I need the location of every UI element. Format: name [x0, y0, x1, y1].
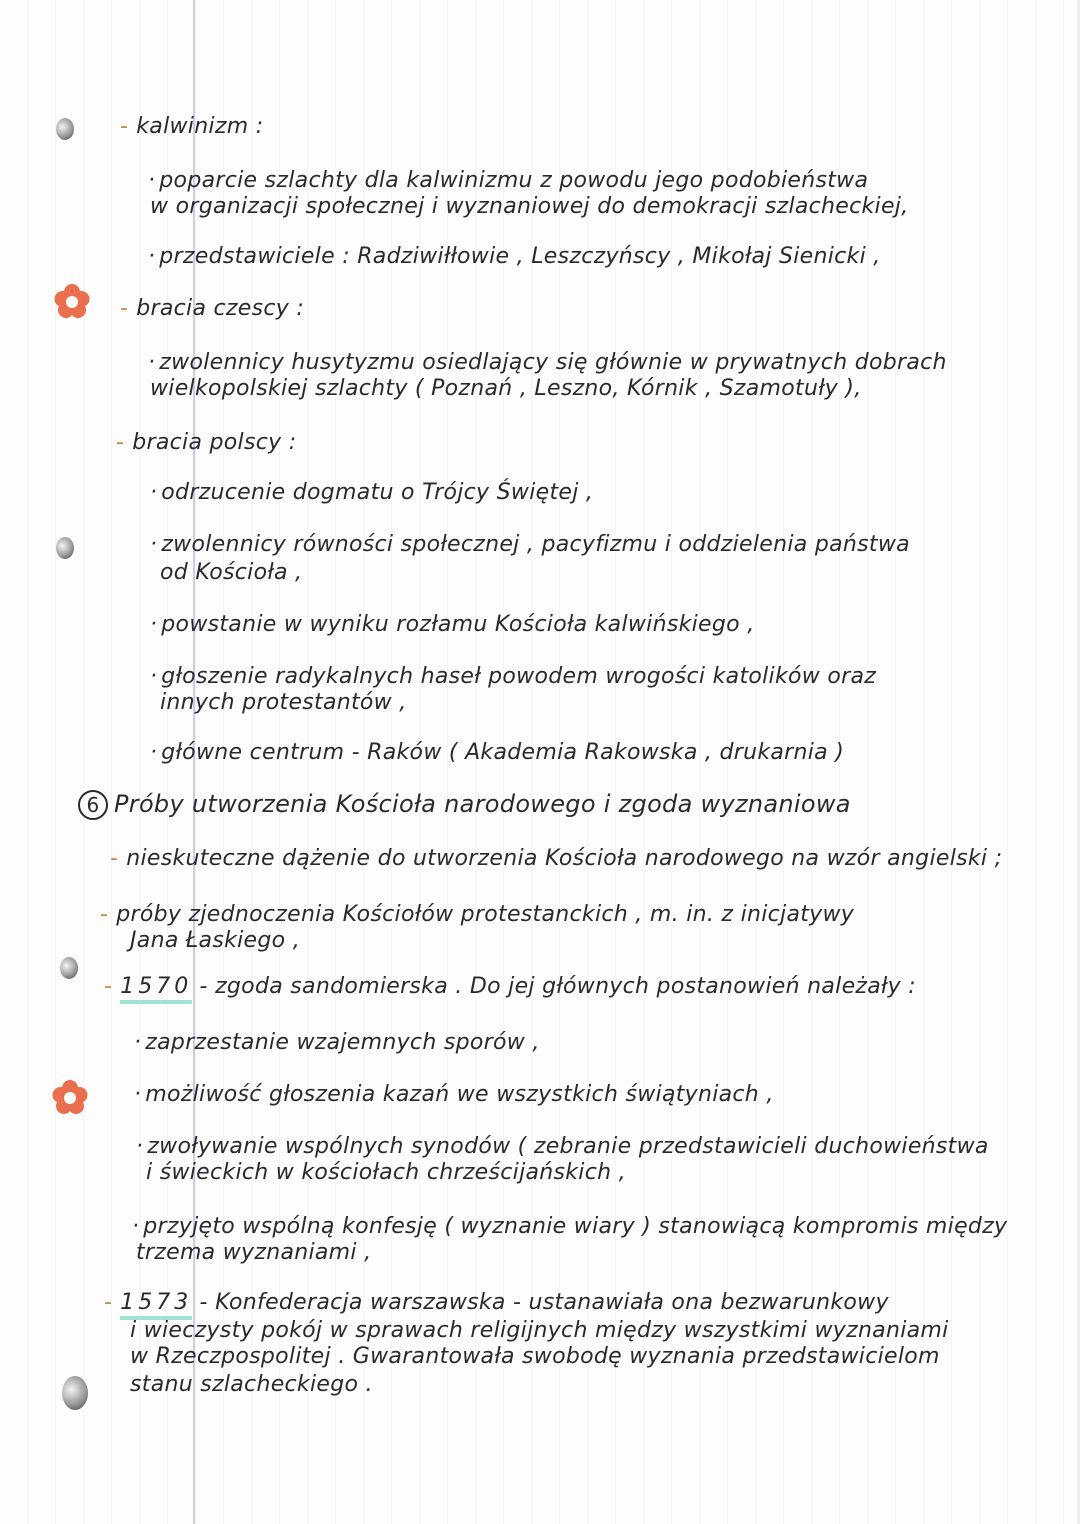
dash-item	[100, 902, 854, 928]
bullet-continuation: od Kościoła ,	[160, 560, 303, 585]
item-text: - zgoda sandomierska . Do jej głównych postanowień należały :	[192, 974, 916, 999]
bullet-text: głoszenie radykalnych haseł powodem wrogości katolików oraz	[161, 664, 877, 689]
bullet-dot: ·	[134, 1030, 142, 1055]
bullet-text: poparcie szlachty dla kalwinizmu z powodu jego podobieństwa	[159, 168, 869, 193]
punch-hole-icon	[56, 118, 74, 140]
bullet-line	[150, 740, 844, 766]
bullet-text: przedstawiciele : Radziwiłłowie , Leszczyńscy , Mikołaj Sienicki ,	[159, 244, 881, 269]
section-number-badge: 6	[78, 790, 108, 820]
section-heading-bracia-czescy	[120, 296, 304, 322]
flower-sticker-icon	[52, 1080, 88, 1116]
bullet-dot: ·	[148, 168, 156, 193]
punch-hole-icon	[62, 1376, 88, 1410]
dash-marker: -	[110, 846, 119, 871]
bullet-text: zwoływanie wspólnych synodów ( zebranie przedstawicieli duchowieństwa	[147, 1134, 989, 1159]
bullet-line	[134, 1082, 774, 1108]
bullet-continuation: w organizacji społecznej i wyznaniowej do demokracji szlacheckiej,	[150, 194, 909, 219]
bullet-line	[150, 664, 876, 690]
bullet-dot: ·	[134, 1082, 142, 1107]
item-text: - Konfederacja warszawska - ustanawiała ona bezwarunkowy	[192, 1290, 889, 1315]
bullet-line	[134, 1030, 540, 1056]
item-continuation: w Rzeczpospolitej . Gwarantowała swobodę wyznania przedstawicielom	[130, 1344, 940, 1369]
bullet-continuation: innych protestantów ,	[160, 690, 407, 715]
item-continuation: stanu szlacheckiego .	[130, 1372, 373, 1397]
section-heading-6	[78, 790, 851, 820]
bullet-dot: ·	[148, 350, 156, 375]
bullet-continuation: wielkopolskiej szlachty ( Poznań , Leszno, Kórnik , Szamotuły ),	[150, 376, 862, 401]
heading-text: kalwinizm :	[136, 114, 264, 139]
bullet-line	[150, 480, 593, 506]
heading-text: bracia czescy :	[136, 296, 305, 321]
bullet-dot: ·	[150, 532, 158, 557]
bullet-text: zwolennicy husytyzmu osiedlający się głównie w prywatnych dobrach	[159, 350, 947, 375]
dash-item	[110, 846, 1002, 872]
bullet-line	[136, 1134, 989, 1160]
dash-item-konfederacja	[104, 1290, 889, 1316]
punch-hole-icon	[60, 957, 78, 979]
dash-marker: -	[104, 1290, 113, 1315]
bullet-dot: ·	[150, 664, 158, 689]
bullet-line	[148, 244, 881, 270]
bullet-dot: ·	[150, 740, 158, 765]
dash-marker: -	[100, 902, 109, 927]
item-continuation: Jana Łaskiego ,	[130, 928, 300, 953]
bullet-line	[150, 612, 754, 638]
dash-marker: -	[104, 974, 113, 999]
year-highlight: 1573	[120, 1290, 192, 1320]
bullet-text: przyjęto wspólną konfesję ( wyznanie wiary ) stanowiącą kompromis między	[143, 1214, 1008, 1239]
item-continuation: i wieczysty pokój w sprawach religijnych między wszystkimi wyznaniami	[130, 1318, 949, 1343]
bullet-text: zwolennicy równości społecznej , pacyfizmu i oddzielenia państwa	[161, 532, 910, 557]
heading-text: bracia polscy :	[132, 430, 297, 455]
punch-hole-icon	[56, 537, 74, 559]
year-highlight: 1570	[120, 974, 192, 1004]
bullet-continuation: i świeckich w kościołach chrześcijańskich ,	[146, 1160, 626, 1185]
section-heading-bracia-polscy	[116, 430, 296, 456]
bullet-text: odrzucenie dogmatu o Trójcy Świętej ,	[161, 480, 594, 505]
bullet-dot: ·	[132, 1214, 140, 1239]
bullet-text: zaprzestanie wzajemnych sporów ,	[145, 1030, 540, 1055]
dash-marker: -	[120, 114, 129, 139]
bullet-line	[132, 1214, 1007, 1240]
bullet-text: możliwość głoszenia kazań we wszystkich świątyniach ,	[145, 1082, 774, 1107]
dash-item-zgoda	[104, 974, 916, 1000]
flower-sticker-icon	[54, 284, 90, 320]
bullet-text: główne centrum - Raków ( Akademia Rakowska , drukarnia )	[161, 740, 845, 765]
dash-marker: -	[120, 296, 129, 321]
bullet-dot: ·	[150, 480, 158, 505]
bullet-dot: ·	[150, 612, 158, 637]
dash-marker: -	[116, 430, 125, 455]
bullet-line	[148, 168, 868, 194]
item-text: próby zjednoczenia Kościołów protestanckich , m. in. z inicjatywy	[116, 902, 855, 927]
item-text: nieskuteczne dążenie do utworzenia Kościoła narodowego na wzór angielski ;	[126, 846, 1003, 871]
heading-text: Próby utworzenia Kościoła narodowego i zgoda wyznaniowa	[114, 790, 851, 818]
bullet-text: powstanie w wyniku rozłamu Kościoła kalwińskiego ,	[161, 612, 755, 637]
section-heading-kalwinizm	[120, 114, 263, 140]
bullet-line	[150, 532, 910, 558]
bullet-dot: ·	[136, 1134, 144, 1159]
bullet-line	[148, 350, 947, 376]
bullet-continuation: trzema wyznaniami ,	[136, 1240, 372, 1265]
bullet-dot: ·	[148, 244, 156, 269]
